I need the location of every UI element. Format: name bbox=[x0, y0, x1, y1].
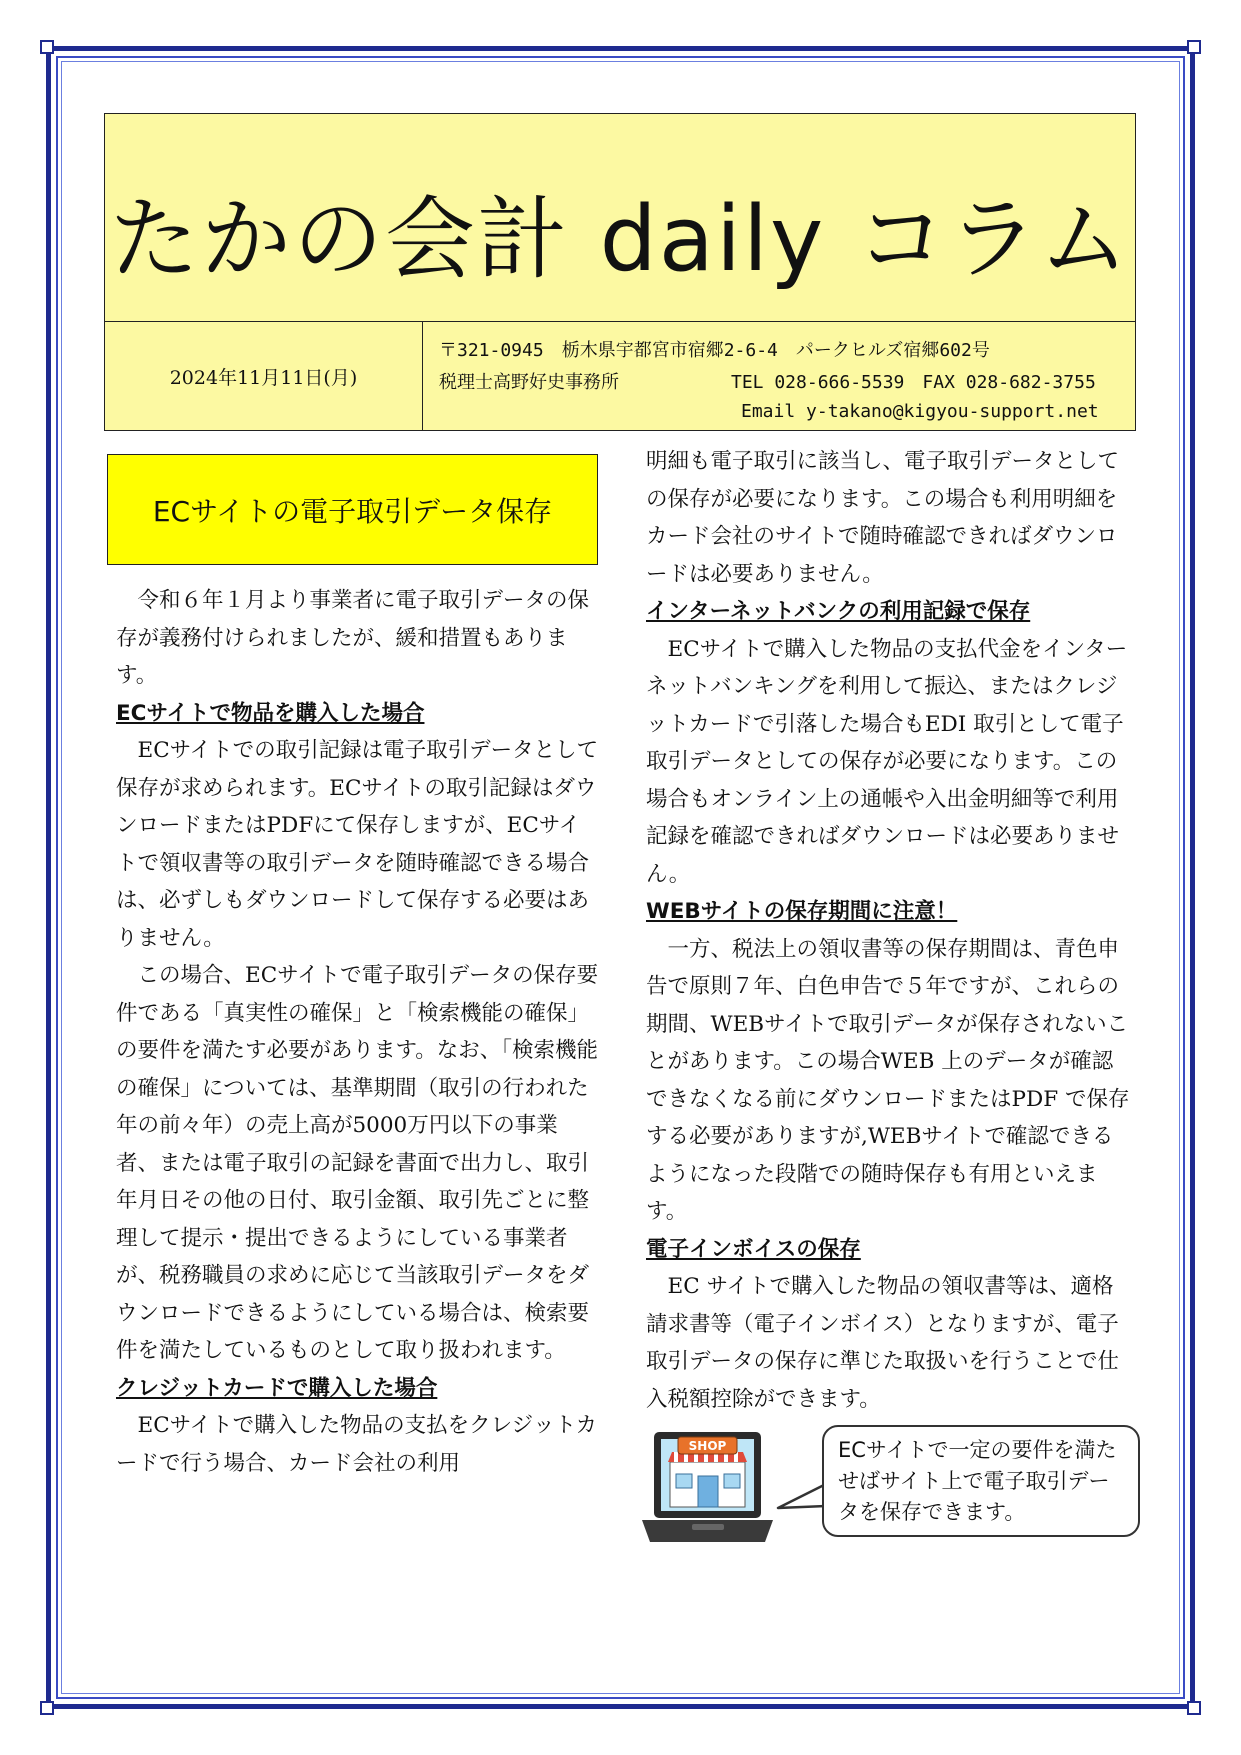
paragraph-credit-card-continued: 明細も電子取引に該当し、電子取引データとしての保存が必要になります。この場合も利用明細をカード会社のサイトで随時確認できればダウンロードは必要ありません。 bbox=[646, 449, 1120, 587]
paragraph-ec-records: ECサイトでの取引記録は電子取引データとして保存が求められます。ECサイトの取引記録はダウンロードまたはPDFにて保存しますが、ECサイトで領収書等の取引データを随時確認できる場合は、必ずしもダウンロードして保存する必要はありません。 bbox=[116, 738, 599, 951]
border-corner-tr bbox=[1187, 40, 1201, 54]
shop-laptop-illustration bbox=[640, 1428, 775, 1546]
right-column bbox=[646, 443, 1130, 1418]
speech-bubble bbox=[822, 1425, 1140, 1537]
article-title-box bbox=[107, 454, 598, 565]
office-email[interactable]: Email y-takano@kigyou-support.net bbox=[741, 401, 1099, 422]
office-address: 〒321-0945 栃木県宇都宮市宿郷2-6-4 パークヒルズ宿郷602号 bbox=[439, 340, 990, 361]
newsletter-header bbox=[104, 113, 1136, 431]
laptop-trackpad bbox=[692, 1524, 724, 1530]
speech-bubble-text: ECサイトで一定の要件を満たせばサイト上で電子取引データを保存できます。 bbox=[838, 1438, 1117, 1524]
shop-window-right bbox=[724, 1474, 740, 1488]
newsletter-title: たかの会計 daily コラム bbox=[109, 187, 1131, 292]
title-banner bbox=[105, 114, 1135, 322]
section-heading-credit-card: クレジットカードで購入した場合 bbox=[116, 1375, 438, 1401]
border-corner-br bbox=[1187, 1701, 1201, 1715]
issue-date: 2024年11月11日(月) bbox=[105, 322, 423, 430]
section-heading-ec-purchase: ECサイトで物品を購入した場合 bbox=[116, 700, 425, 726]
paragraph-web-retention: 一方、税法上の領収書等の保存期間は、青色申告で原則７年、白色申告で５年ですが、これらの期間、WEBサイトで取引データが保存されないことがあります。この場合WEB 上のデータが確認できなくなる前にダウンロードまたはPDF で保存する必要がありますが,WEBサイトで確認できるようになった段階での随時保存も有用といえます。 bbox=[646, 936, 1130, 1224]
paragraph-internet-bank: ECサイトで購入した物品の支払代金をインターネットバンキングを利用して振込、またはクレジットカードで引落した場合もEDI 取引として電子取引データとしての保存が必要になります。この場合もオンライン上の通帳や入出金明細等で利用記録を確認できればダウンロードは必要ありません。 bbox=[646, 636, 1128, 887]
paragraph-credit-card: ECサイトで購入した物品の支払をクレジットカードで行う場合、カード会社の利用 bbox=[116, 1413, 597, 1476]
section-heading-e-invoice: 電子インボイスの保存 bbox=[646, 1236, 861, 1262]
office-tel-fax: TEL 028-666-5539 FAX 028-682-3755 bbox=[731, 372, 1096, 393]
paragraph-search-requirements: この場合、ECサイトで電子取引データの保存要件である「真実性の確保」と「検索機能の確保」の要件を満たす必要があります。なお、「検索機能の確保」については、基準期間（取引の行われた年の前々年）の売上高が5000万円以下の事業者、または電子取引の記録を書面で出力し、取引年月日その他の日付、取引金額、取引先ごとに整理して提示・提出できるようにしている事業者が、税務職員の求めに応じて当該取引データをダウンロードできるようにしている場合は、検索要件を満たしているものとして取り扱われます。 bbox=[116, 963, 599, 1363]
info-row bbox=[105, 322, 1135, 430]
left-column bbox=[116, 582, 600, 1482]
shop-door bbox=[698, 1476, 718, 1507]
shop-window-left bbox=[676, 1474, 692, 1488]
intro-paragraph: 令和６年１月より事業者に電子取引データの保存が義務付けられましたが、緩和措置もあります。 bbox=[116, 588, 590, 688]
speech-bubble-tail bbox=[776, 1478, 828, 1520]
border-corner-bl bbox=[40, 1701, 54, 1715]
border-corner-tl bbox=[40, 40, 54, 54]
section-heading-web-retention: WEBサイトの保存期間に注意！ bbox=[646, 899, 958, 924]
paragraph-e-invoice: EC サイトで購入した物品の領収書等は、適格請求書等（電子インボイス）となりますが、電子取引データの保存に準じた取扱いを行うことで仕入税額控除ができます。 bbox=[646, 1274, 1120, 1412]
office-name: 税理士高野好史事務所 bbox=[439, 372, 619, 393]
shop-sign-text: SHOP bbox=[688, 1439, 727, 1453]
laptop-keyboard-base bbox=[642, 1520, 773, 1542]
article-title: ECサイトの電子取引データ保存 bbox=[152, 494, 553, 528]
section-heading-internet-bank: インターネットバンクの利用記録で保存 bbox=[646, 599, 1031, 624]
